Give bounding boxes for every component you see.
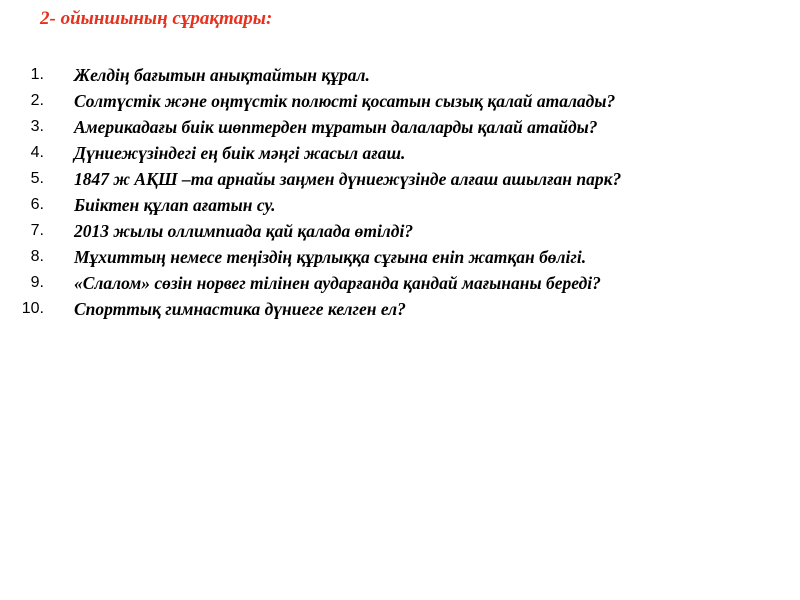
question-number: 9. [30,274,44,291]
question-item [0,64,684,86]
question-text: 2013 жылы оллимпиада қай қалада өтілді? [74,221,414,241]
question-item [0,194,684,216]
question-number: 6. [30,196,44,213]
question-item [0,90,684,112]
question-number: 1. [30,66,44,83]
question-item [0,116,684,138]
question-item [0,168,684,190]
question-number: 8. [30,248,44,265]
question-item [0,298,684,320]
question-number: 10. [21,300,44,317]
question-number: 2. [30,92,44,109]
question-text: Солтүстік және оңтүстік полюсті қосатын сызық қалай аталады? [74,91,616,111]
question-text: Желдің бағытын анықтайтын құрал. [74,65,370,85]
question-number: 3. [30,118,44,135]
question-text: «Слалом» сөзін норвег тілінен аударғанда қандай мағынаны береді? [74,273,601,293]
question-text: Америкадағы биік шөптерден тұратын далаларды қалай атайды? [74,117,598,137]
question-text: Мұхиттың немесе теңіздің құрлыққа сұғына еніп жатқан бөлігі. [74,247,587,267]
question-text: Биіктен құлап ағатын су. [74,195,276,215]
question-number: 4. [30,144,44,161]
question-text: Спорттық гимнастика дүниеге келген ел? [74,299,406,319]
question-item [0,220,684,242]
question-text: Дүниежүзіндегі ең биік мәңгі жасыл ағаш. [74,143,406,163]
question-item [0,246,684,268]
question-text: 1847 ж АҚШ –та арнайы заңмен дүниежүзінде алғаш ашылған парк? [74,169,622,189]
question-number: 5. [30,170,44,187]
question-item [0,272,684,294]
question-item [0,142,684,164]
slide-title: 2- ойыншының сұрақтары: [40,8,273,29]
question-number: 7. [30,222,44,239]
question-list [0,64,800,324]
